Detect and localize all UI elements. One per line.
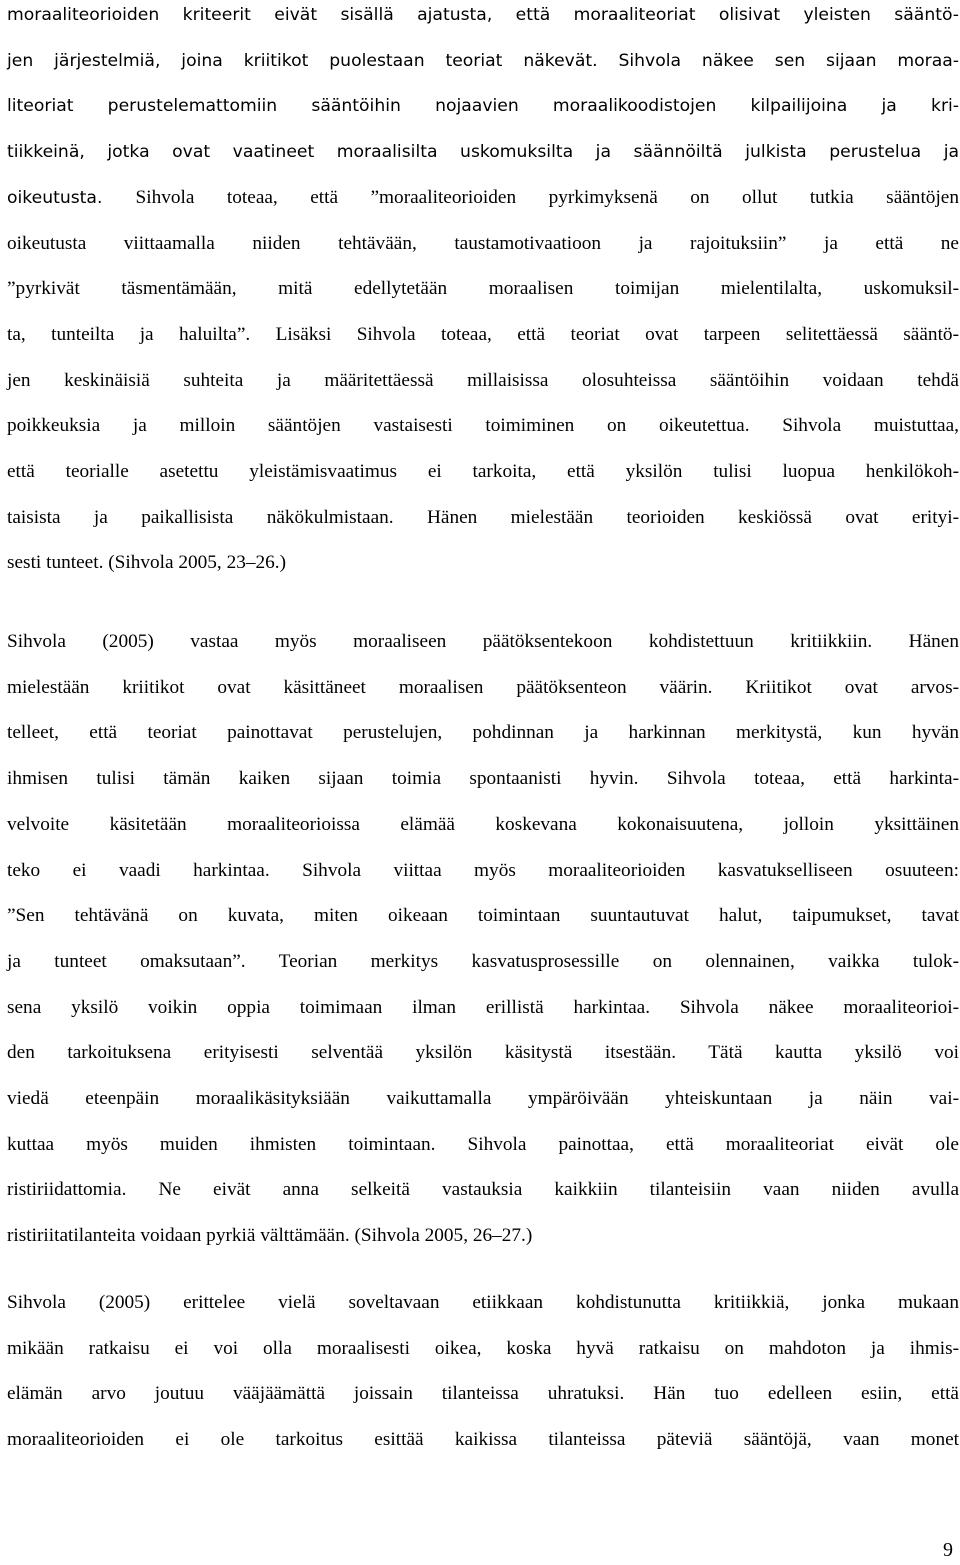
text-line: tiikkeinä, jotka ovat vaatineet moraalisilta uskomuksilta ja säännöiltä julkista perustelua ja [7, 142, 959, 163]
text-segment: Sihvola toteaa, että ”moraaliteorioiden pyrkimyksenä on ollut tutkia sääntöjen [135, 186, 959, 208]
text-line: den tarkoituksena erityisesti selventää yksilön käsitystä itsestään. Tätä kautta yksilö voi [7, 1042, 959, 1064]
text-line: Sihvola (2005) erittelee vielä soveltavaan etiikkaan kohdistunutta kritiikkiä, jonka mukaan [7, 1292, 959, 1313]
text-line: että teorialle asetettu yleistämisvaatimus ei tarkoita, että yksilön tulisi luopua henkilökoh- [7, 461, 959, 482]
text-line: ta, tunteilta ja haluilta”. Lisäksi Sihvola toteaa, että teoriat ovat tarpeen selitettäessä sääntö- [7, 323, 959, 345]
text-line: elämän arvo joutuu vääjäämättä joissain tilanteissa uhratuksi. Hän tuo edelleen esiin, että [7, 1383, 959, 1405]
text-line: jen keskinäisiä suhteita ja määritettäessä millaisissa olosuhteissa sääntöihin voidaan tehdä [7, 369, 959, 391]
text-line: ja tunteet omaksutaan”. Teorian merkitys kasvatusprosessille on olennainen, vaikka tulok- [7, 950, 959, 972]
text-line [7, 183, 959, 213]
text-line: mikään ratkaisu ei voi olla moraalisesti oikea, koska hyvä ratkaisu on mahdoton ja ihmis- [7, 1337, 959, 1359]
text-line: liteoriat perustelemattomiin sääntöihin nojaavien moraalikoodistojen kilpailijoina ja kri- [7, 96, 959, 117]
text-line: Sihvola (2005) vastaa myös moraaliseen päätöksentekoon kohdistettuun kritiikkiin. Hänen [7, 631, 959, 652]
text-line: kuttaa myös muiden ihmisten toimintaan. Sihvola painottaa, että moraaliteoriat eivät ole [7, 1133, 959, 1155]
text-line: mielestään kriitikot ovat käsittäneet moraalisen päätöksenteon väärin. Kriitikot ovat arvos- [7, 676, 959, 698]
text-line: ristiriidattomia. Ne eivät anna selkeitä vastauksia kaikkiin tilanteisiin vaan niiden avulla [7, 1179, 959, 1201]
text-line: sesti tunteet. (Sihvola 2005, 23–26.) [7, 552, 287, 574]
text-line: telleet, että teoriat painottavat perustelujen, pohdinnan ja harkinnan merkitystä, kun hyvän [7, 722, 959, 744]
text-line: moraaliteorioiden kriteerit eivät sisällä ajatusta, että moraaliteoriat olisivat yleisten sääntö- [7, 5, 959, 25]
text-line: sena yksilö voikin oppia toimimaan ilman erillistä harkintaa. Sihvola näkee moraaliteorioi- [7, 996, 959, 1018]
text-line: velvoite käsitetään moraaliteorioissa elämää koskevana kokonaisuutena, jolloin yksittäinen [7, 813, 959, 835]
text-line: oikeutusta viittaamalla niiden tehtävään, taustamotivaatioon ja rajoituksiin” ja että ne [7, 232, 959, 254]
page-number: 9 [943, 1539, 953, 1561]
text-line: teko ei vaadi harkintaa. Sihvola viittaa myös moraaliteorioiden kasvatukselliseen osuuteen: [7, 859, 959, 881]
text-line: moraaliteorioiden ei ole tarkoitus esittää kaikissa tilanteissa päteviä sääntöjä, vaan monet [7, 1429, 959, 1451]
text-segment: oikeutusta. [7, 187, 136, 208]
text-line: viedä eteenpäin moraalikäsityksiään vaikuttamalla ympäröivään yhteiskuntaan ja näin vai- [7, 1088, 959, 1109]
text-line: jen järjestelmiä, joina kriitikot puolestaan teoriat näkevät. Sihvola näkee sen sijaan moraa- [7, 50, 959, 71]
text-line: taisista ja paikallisista näkökulmistaan. Hänen mielestään teorioiden keskiössä ovat erityi- [7, 506, 959, 528]
text-line: ”Sen tehtävänä on kuvata, miten oikeaan toimintaan suuntautuvat halut, taipumukset, tavat [7, 905, 959, 927]
text-line: ihmisen tulisi tämän kaiken sijaan toimia spontaanisti hyvin. Sihvola toteaa, että harkinta- [7, 768, 959, 790]
text-line: poikkeuksia ja milloin sääntöjen vastaisesti toimiminen on oikeutettua. Sihvola muistuttaa, [7, 415, 959, 437]
text-line: ”pyrkivät täsmentämään, mitä edellytetään moraalisen toimijan mielentilalta, uskomuksil- [7, 278, 959, 300]
text-line: ristiriitatilanteita voidaan pyrkiä välttämään. (Sihvola 2005, 26–27.) [7, 1225, 533, 1247]
